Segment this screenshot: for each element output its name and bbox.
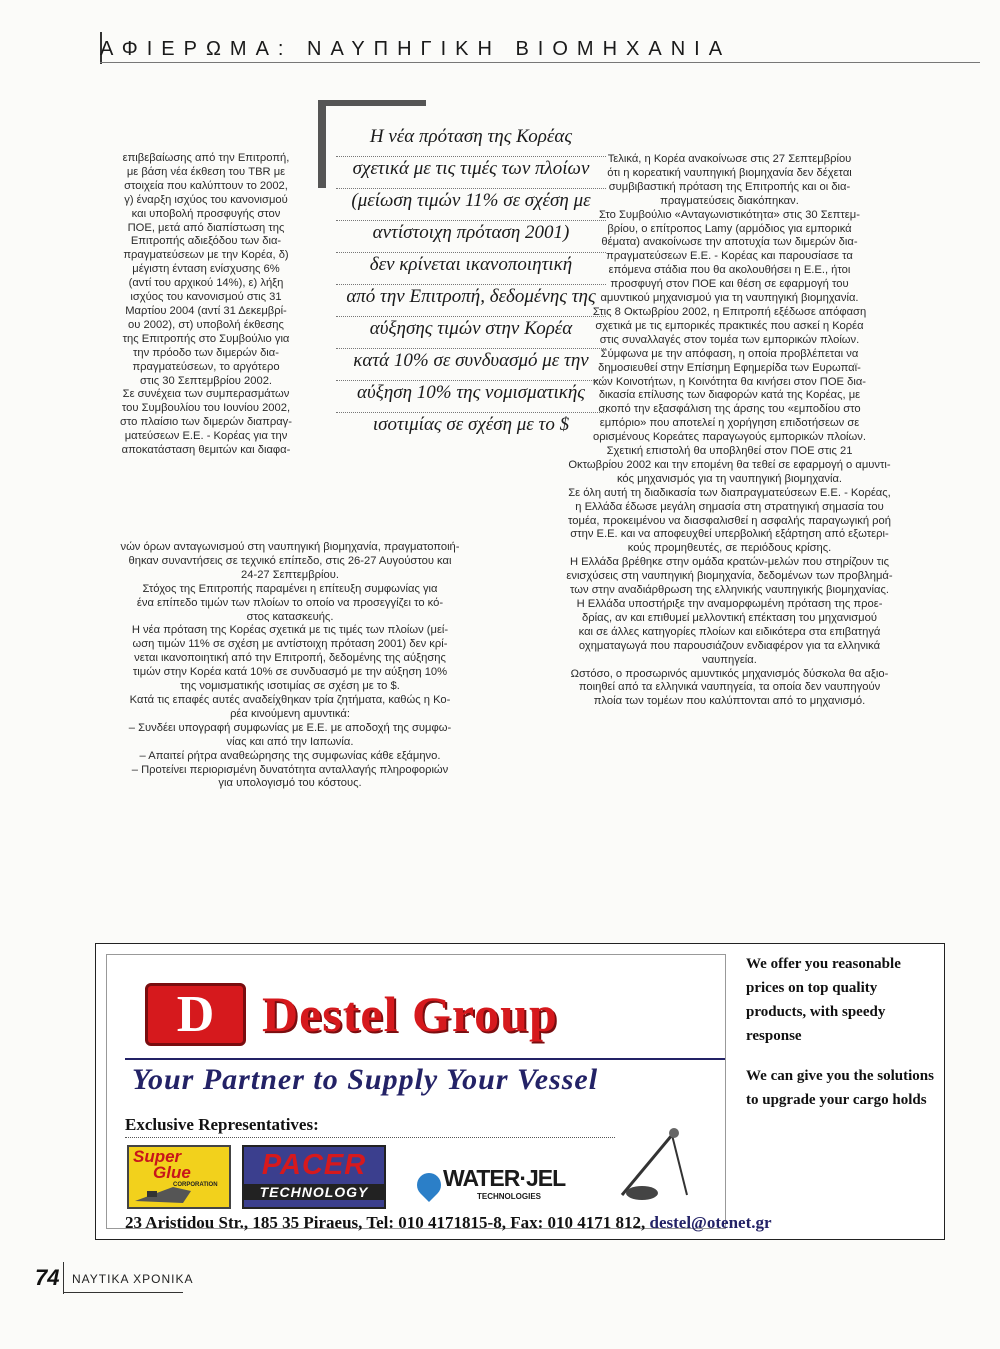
text-line: ματεύσεων Ε.Ε. - Κορέας για την <box>124 430 288 443</box>
pacer-logo <box>242 1145 386 1209</box>
text-line: της νομισματικής ισοτιμίας σε σχέση με το $. <box>180 680 400 693</box>
text-line: (αντί του αρχικού 14%), ε) λήξη <box>128 277 284 290</box>
pullquote-line: Η νέα πρόταση της Κορέας <box>336 125 606 157</box>
text-line: σχετικά με τις εμπορικές πρακτικές που ασκεί η Κορέα <box>595 319 864 332</box>
ad-email-link[interactable]: destel@otenet.gr <box>649 1213 772 1232</box>
pullquote-top-bar <box>318 100 426 106</box>
text-line: – Προτείνει περιορισμένη δυνατότητα ανταλλαγής πληροφοριών <box>131 763 449 776</box>
text-line: οχηματαγωγά που παρουσιάζουν ενδιαφέρον για τα ελληνικά <box>578 639 881 652</box>
ad-dotted-rule <box>125 1137 615 1138</box>
text-line: τομέα, προκειμένου να διασφαλισθεί η ασφαλής παραγωγική ροή <box>568 514 891 527</box>
text-line: Σε συνέχεια των συμπερασμάτων <box>122 388 290 401</box>
text-line: κός μηχανισμός για τη ναυπηγική βιομηχανία. <box>616 472 843 485</box>
text-line: πραγματεύσεων με την Κορέα, δ) <box>123 249 289 262</box>
pullquote <box>336 125 606 444</box>
text-line: νίας και από την Ιαπωνία. <box>226 735 354 748</box>
text-line: τιμών στην Κορέα κατά 10% σε συνδυασμό με την αύξηση 10% <box>132 666 448 679</box>
text-line: ρέα κινούμενη αμυντικά: <box>230 707 350 720</box>
pullquote-line: από την Επιτροπή, δεδομένης της <box>336 285 606 317</box>
ad-address: 23 Aristidou Str., 185 35 Piraeus, Tel: 010 4171815-8, Fax: 010 4171 812, <box>125 1213 646 1232</box>
left-narrow-column <box>100 152 312 458</box>
superglue-text-3: CORPORATION <box>173 1182 218 1188</box>
text-line: της Επιτροπής στο Συμβούλιο για <box>122 332 290 345</box>
header-rule <box>100 62 980 63</box>
text-line: ου 2002), στ) υποβολή έκθεσης <box>128 318 284 331</box>
destel-logo-mark: D <box>145 983 246 1046</box>
text-line: Σε όλη αυτή τη διαδικασία των διαπραγματεύσεων Ε.Ε. - Κορέας, <box>568 486 891 499</box>
waterjel-text: WATER·JEL <box>443 1165 566 1191</box>
text-line: δρίας, αν και επιθυμεί μελλοντική επέκταση του μηχανισμού <box>582 611 877 624</box>
text-line: – Απαιτεί ρήτρα αναθεώρησης της συμφωνίας κάθε εξάμηνο. <box>139 749 441 762</box>
pullquote-side-bar <box>318 100 326 188</box>
section-label: ΑΦΙΕΡΩΜΑ: <box>100 38 293 60</box>
left-wide-column <box>70 541 510 791</box>
section-header <box>100 38 731 61</box>
text-line: ποιηθεί από τα ελληνικά ναυπηγεία, τα οποία δεν ναυπηγούν <box>578 681 881 694</box>
text-line: και σε άλλες κατηγορίες πλοίων και ειδικότερα στα επιβατηγά <box>578 625 881 638</box>
text-line: στοιχεία που καλύπτουν το 2002, <box>124 179 288 192</box>
ad-solutions-text: We can give you the solutions to upgrade your cargo holds <box>746 1068 934 1108</box>
text-line: Επιτροπής αδιεξόδου των δια- <box>130 235 282 248</box>
text-line: την πρόοδο των διμερών δια- <box>133 346 279 359</box>
text-line: ισχύος του κανονισμού στις 31 <box>130 291 282 304</box>
ad-offer-text: We offer you reasonable prices on top quality products, with speedy response <box>746 956 901 1044</box>
text-line: Η Ελλάδα βρέθηκε στην ομάδα κρατών-μελών που στηρίζουν τις <box>569 556 889 569</box>
text-line: ορισμένους Κορεάτες παραγωγούς εμπορικών πλοίων. <box>593 431 866 444</box>
text-line: ΠΟΕ, μετά από διαπίστωση της <box>127 221 285 234</box>
pacer-text: PACER <box>261 1149 367 1181</box>
text-line: η Ελλάδα έδωσε μεγάλη σημασία στη στρατηγική σημασία του <box>575 500 884 513</box>
text-line: πραγματεύσεις διακόπηκαν. <box>660 194 799 207</box>
pullquote-line: κατά 10% σε συνδυασμό με την <box>336 349 606 381</box>
water-drop-icon <box>412 1168 446 1202</box>
text-line: ότι η κορεατική ναυπηγική βιομηχανία δεν δέχεται <box>607 166 852 179</box>
magazine-title: ΝΑΥΤΙΚΑ ΧΡΟΝΙΚΑ <box>72 1272 194 1286</box>
ship-deck-icon <box>133 1181 193 1205</box>
pullquote-line: σχετικά με τις τιμές των πλοίων <box>336 157 606 189</box>
text-line: αμυντικού μηχανισμού για τη ναυπηγική βιομηχανία. <box>600 292 859 305</box>
text-line: των στην αναδιάρθρωση της ελληνικής ναυπηγικής βιομηχανίας. <box>570 584 889 597</box>
text-line: στις συναλλαγές στον τομέα των εμπορικών πλοίων. <box>599 333 860 346</box>
page-number: 74 <box>35 1265 60 1290</box>
pullquote-line: δεν κρίνεται ικανοποιητική <box>336 253 606 285</box>
pullquote-line: αντίστοιχη πρόταση 2001) <box>336 221 606 253</box>
ad-main-panel <box>106 954 772 1232</box>
text-line: Η Ελλάδα υποστήριξε την αναμορφωμένη πρόταση της προε- <box>576 598 883 610</box>
text-line: ναυπηγεία. <box>702 653 757 666</box>
text-line: πραγματεύσεων Ε.Ε. - Κορέας και παρουσίασε τα <box>606 250 853 263</box>
text-line: ένα επίπεδο τιμών των πλοίων το οποίο να προσεγγίζει το κό- <box>136 596 444 609</box>
superglue-logo <box>127 1145 231 1209</box>
text-line: προσφυγή στον ΠΟΕ και θέση σε εφαρμογή του <box>610 278 849 291</box>
text-line: Κατά τις επαφές αυτές αναδείχθηκαν τρία ζητήματα, καθώς η Κο- <box>129 693 451 706</box>
text-line: ενισχύσεις στη ναυπηγική βιομηχανία, δεδομένων των προβλημά- <box>566 570 893 583</box>
text-line: αποκατάσταση θεμιτών και διαφα- <box>121 444 291 457</box>
section-topic: ΝΑΥΠΗΓΙΚΗ ΒΙΟΜΗΧΑΝΙΑ <box>307 38 732 60</box>
text-line: νεται ικανοποιητική από την Επιτροπή, δεδομένης της αύξησης <box>134 652 446 665</box>
text-line: θηκαν συναντήσεις σε τεχνικό επίπεδο, στις 26-27 Αυγούστου και <box>128 554 452 567</box>
pullquote-line: (μείωση τιμών 11% σε σχέση με <box>336 189 606 221</box>
text-line: στος κατασκευής. <box>246 610 334 623</box>
pacer-technology-text: TECHNOLOGY <box>244 1184 384 1200</box>
text-line: Στις 8 Οκτωβρίου 2002, η Επιτροπή εξέδωσε απόφαση <box>592 305 867 318</box>
text-line: με βάση νέα έκθεση του TBR με <box>126 165 286 178</box>
ad-tagline: Your Partner to Supply Your Vessel <box>132 1063 599 1096</box>
footer-rule <box>63 1292 183 1293</box>
text-line: Μαρτίου 2004 (αντί 31 Δεκεμβρί- <box>125 304 287 317</box>
text-line: Στόχος της Επιτροπής παραμένει η επίτευξη συμφωνίας για <box>142 582 438 595</box>
text-line: Στο Συμβούλιο «Ανταγωνιστικότητα» στις 30 Σεπτεμ- <box>599 208 860 221</box>
pullquote-line: αύξησης τιμών στην Κορέα <box>336 317 606 349</box>
text-line: και υποβολή προσφυγής στον <box>131 207 281 220</box>
text-line: δημοσιευθεί στην Επίσημη Εφημερίδα των Ευρωπαϊ- <box>598 361 861 374</box>
ad-rule <box>125 1058 725 1060</box>
ad-side-panel <box>746 952 936 1128</box>
text-line: κών Κοινοτήτων, η Κοινότητα θα κινήσει στον ΠΟΕ δια- <box>592 375 867 388</box>
text-line: εμπόριο» που αποτελεί η χορήγηση επιδοτήσεων σε <box>599 417 860 430</box>
waterjel-technologies-text: TECHNOLOGIES <box>477 1192 542 1201</box>
text-line: Ωστόσο, ο προσωρινός αμυντικός μηχανισμός δύσκολα θα αξιο- <box>570 667 889 680</box>
text-line: θέματα) ανακοίνωσε την αποτυχία των διμερών δια- <box>601 236 858 249</box>
text-line: μέγιστη ένταση ενίσχυσης 6% <box>132 263 280 276</box>
text-line: ωση τιμών 11% σε σχέση με αντίστοιχη πρόταση 2001) δεν κρί- <box>132 638 448 651</box>
destel-advertisement <box>95 943 945 1240</box>
text-line: επιβεβαίωσης από την Επιτροπή, <box>122 152 290 164</box>
text-line: στην Ε.Ε. και να αποφευχθεί υπερβολική εξάρτηση από εξωτερι- <box>570 528 889 541</box>
text-line: σκοπό την εξασφάλιση της άρσης του «εμποδίου στο <box>598 403 861 416</box>
text-line: Οκτωβρίου 2002 και την επομένη θα τεθεί σε εφαρμογή ο αμυντι- <box>568 458 891 471</box>
text-line: – Συνδέει υπογραφή συμφωνίας με Ε.Ε. με αποδοχή της συμφω- <box>128 721 452 734</box>
text-line: γ) έναρξη ισχύος του κανονισμού <box>124 193 288 206</box>
text-line: για υπολογισμό του κόστους. <box>218 777 362 790</box>
text-line: πραγματεύσεων, το αργότερο <box>132 360 280 373</box>
text-line: επόμενα στάδια που θα ακολουθήσει η Ε.Ε., ήτοι <box>608 264 851 277</box>
text-line: νών όρων ανταγωνισμού στη ναυπηγική βιομηχανία, πραγματοποιή- <box>120 541 460 553</box>
text-line: Σύμφωνα με την απόφαση, η οποία προβλέπεται να <box>600 347 859 360</box>
ad-address-line <box>125 1213 772 1233</box>
text-line: βρίου, ο επίτροπος Lamy (αρμόδιος για εμπορικά <box>607 222 852 235</box>
footer-bar <box>63 1262 64 1294</box>
superglue-text-2: Glue <box>153 1163 191 1182</box>
text-line: του Συμβουλίου του Ιουνίου 2002, <box>121 402 291 415</box>
waterjel-logo <box>417 1165 587 1210</box>
hatch-equipment-icon <box>612 1125 697 1205</box>
text-line: στις 30 Σεπτεμβρίου 2002. <box>139 374 273 387</box>
text-line: Η νέα πρόταση της Κορέας σχετικά με τις τιμές των πλοίων (μεί- <box>131 624 449 637</box>
ad-exclusive-label: Exclusive Representatives: <box>125 1115 319 1134</box>
text-line: πλοία των τομέων που καλύπτονται από το μηχανισμό. <box>593 695 866 708</box>
ad-company-name: Destel Group <box>262 986 558 1042</box>
text-line: Τελικά, η Κορέα ανακοίνωσε στις 27 Σεπτεμβρίου <box>607 153 852 165</box>
text-line: στο πλαίσιο των διμερών διαπραγ- <box>119 416 292 429</box>
text-line: κούς προμηθευτές, σε περιόδους κρίσης. <box>627 542 832 555</box>
pullquote-line: ισοτιμίας σε σχέση με το $ <box>372 414 570 435</box>
text-line: συμβιβαστική πρόταση της Επιτροπής και οι δια- <box>608 180 851 193</box>
superglue-text-1: Super <box>133 1147 182 1166</box>
text-line: 24-27 Σεπτεμβρίου. <box>241 568 339 581</box>
pullquote-line: αύξηση 10% της νομισματικής <box>336 381 606 413</box>
text-line: δικασία επίλυσης των διαφορών κατά της Κορέας, με <box>598 389 861 402</box>
text-line: Σχετική επιστολή θα υποβληθεί στον ΠΟΕ στις 21 <box>606 445 853 458</box>
